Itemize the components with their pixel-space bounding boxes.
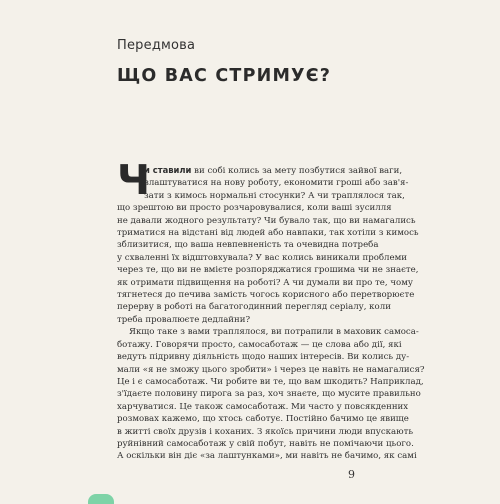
paragraph-1-line: тягнетеся до печива замість чогось корисного або перетворюєте [117,290,415,301]
paragraph-2-line: харчуватися. Це також самосаботаж. Ми часто у повсякденних [117,401,409,412]
paragraph-1-line: не давали жодного результату? Чи бувало так, що ви намагались [117,215,416,226]
paragraph-1-continued [117,202,419,326]
paragraph-1-line: треба провалюєте дедлайни? [117,314,251,325]
paragraph-2-line: ботажу. Говорячи просто, самосаботаж — це слова або дії, які [117,339,402,350]
paragraph-2-line: мали «я не зможу цього зробити» і через це навіть не намагалися? [117,364,425,375]
paragraph-2-line: А оскільки він діє «за лаштунками», ми навіть не бачимо, як самі [117,451,417,462]
paragraph-1 [117,164,409,202]
paragraph-1-line: у схваленні їх відштовхувала? У вас колись виникали проблеми [117,252,408,263]
paragraph-2-line: Якщо таке з вами траплялося, ви потрапили в маховик самоса- [129,327,419,338]
body-text [117,164,425,463]
paragraph-2-line: ведуть підривну діяльність щодо наших інтересів. Ви колись ду- [117,352,410,363]
paragraph-1-line: зблизитися, що ваша невпевненість та очевидна потреба [117,240,379,251]
paragraph-2-line: з'їдаєте половину пирога за раз, хоч знаєте, що мусите правильно [117,389,421,400]
paragraph-2-line: в житті своїх друзів і коханих. З якоїсь причини люди впускають [117,426,414,437]
section-label: Передмова [117,38,196,53]
paragraph-1-line: перерву в роботі на багатогодинний перегляд серіалу, коли [117,302,391,313]
paragraph-1-line: зати з кимось нормальні стосунки? А чи траплялося так, [144,190,405,201]
paragraph-1-line: триматися на відстані від людей або навпаки, так хотіли з кимось [117,228,419,239]
page-number: 9 [348,468,355,481]
chapter-title: ЩО ВАС СТРИМУЄ? [117,66,332,86]
paragraph-1-line: через те, що ви не вмієте розпоряджатися грошима чи не знаєте, [117,265,419,276]
paragraph-2-line: розмовах кажемо, що хтось саботує. Постійно бачимо це явище [117,414,409,425]
paragraph-2-line: руйнівний самосаботаж у свій побут, навіть не помічаючи цього. [117,438,414,449]
paragraph-1-line: як отримати підвищення на роботі? А чи думали ви про те, чому [117,277,413,288]
corner-tab-mark [88,494,114,504]
paragraph-1-line [117,164,403,177]
paragraph-2-line: Це і є самосаботаж. Чи робите ви те, що вам шкодить? Наприклад, [117,376,424,387]
drop-cap: Ч [117,156,151,204]
lead-in-bold: и ставили [144,165,192,175]
paragraph-1-line-text: ви собі колись за мету позбутися зайвої ваги, [194,166,403,176]
paragraph-2 [117,326,425,462]
paragraph-1-line: що зрештою ви просто розчаровувалися, коли ваші зусилля [117,203,392,214]
paragraph-1-line: влаштуватися на нову роботу, економити гроші або зав'я- [144,178,409,189]
